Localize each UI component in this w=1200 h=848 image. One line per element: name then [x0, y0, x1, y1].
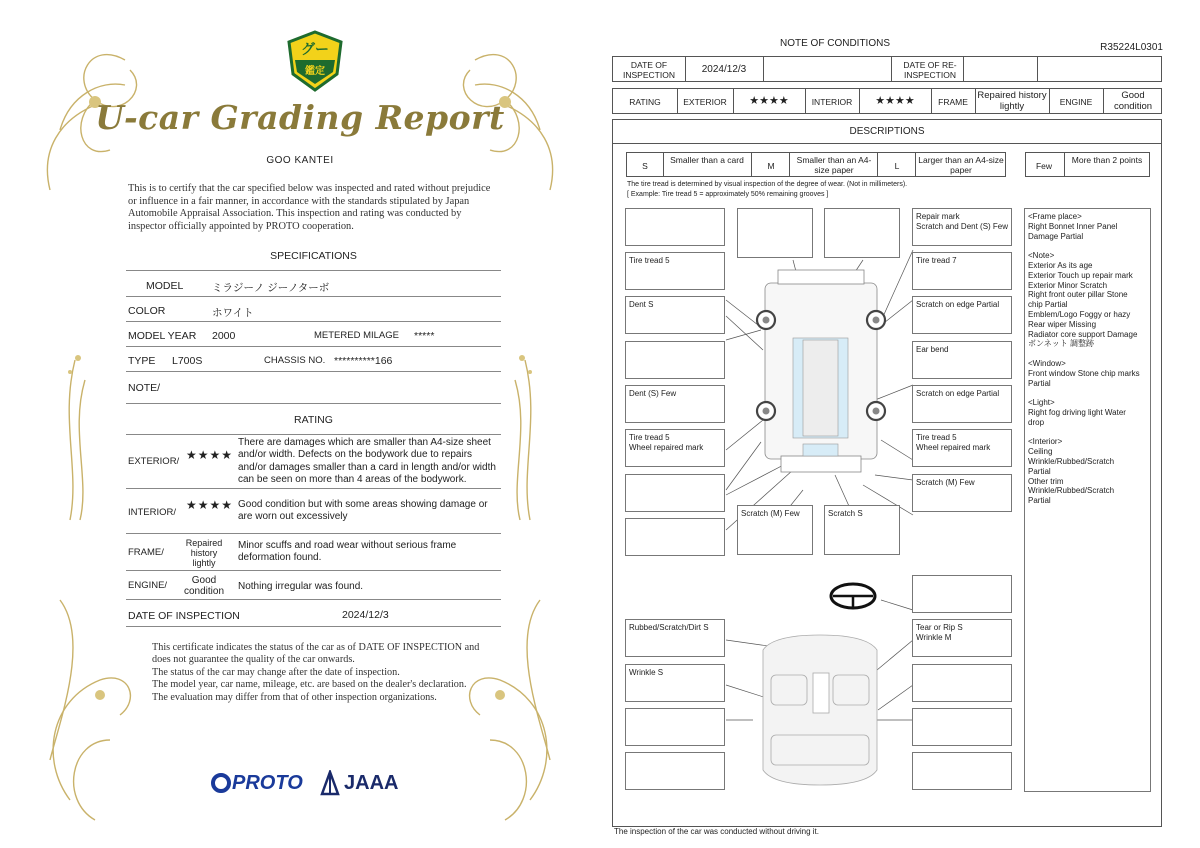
proto-logo-icon: [210, 772, 232, 794]
interior-left-box: [625, 619, 725, 657]
descriptions-heading: DESCRIPTIONS: [849, 126, 925, 137]
box-label: Scratch (M) Few: [916, 478, 975, 487]
divider: [805, 89, 806, 113]
side-note-line: Exterior Touch up repair mark: [1028, 270, 1133, 280]
left-condition-box: [625, 341, 725, 379]
divider: [126, 270, 501, 271]
left-condition-box: [625, 518, 725, 556]
interior-left-box: [625, 752, 725, 790]
divider: [1103, 89, 1104, 113]
goo-kantei-badge-logo: [287, 30, 343, 92]
specifications-heading: SPECIFICATIONS: [270, 250, 357, 262]
interior-label: INTERIOR/: [128, 507, 177, 518]
color-value: ホワイト: [212, 307, 254, 319]
side-note-line: ボンネット 調整跡: [1028, 339, 1094, 349]
box-label: Scratch on edge Partial: [916, 300, 1000, 309]
legend-m-desc: Smaller than an A4-size paper: [796, 155, 872, 175]
footer-line: This certificate indicates the status of the car as of DATE OF INSPECTION and does not guarantee the quality of the car onwards.: [152, 642, 480, 666]
side-note-line: Partial: [1028, 378, 1051, 388]
right-condition-box: [912, 296, 1012, 334]
engine-label: ENGINE: [1059, 97, 1093, 107]
certificate-intro: This is to certify that the car specified below was inspected and rated without prejudice or influence in a fair manner, in accordance with the standards stipulated by Japan Automobile Appraisal Association. This inspection and rating was conducted by inspector officially appointed by PROTO cooperation.: [128, 183, 491, 232]
box-label: Scratch S: [828, 509, 863, 518]
certificate-subtitle: GOO KANTEI: [266, 155, 334, 166]
box-label: Tear or Rip S Wrinkle M: [916, 623, 963, 642]
model-value: ミラジーノ ジーノターボ: [212, 282, 330, 294]
right-condition-box: [912, 474, 1012, 512]
box-label: Tire tread 5 Wheel repaired mark: [916, 433, 991, 452]
side-note-line: Wrinkle/Rubbed/Scratch: [1028, 486, 1115, 496]
divider: [891, 57, 892, 81]
date-of-inspection-label: DATE OF INSPECTION: [623, 60, 675, 80]
exterior-stars: ★★★★: [186, 448, 234, 462]
side-note-line: <Light>: [1028, 398, 1055, 408]
legend-few-desc: More than 2 points: [1071, 155, 1143, 165]
interior-right-box: [912, 752, 1012, 790]
side-note-line: Exterior As its age: [1028, 260, 1093, 270]
divider: [1049, 89, 1050, 113]
box-label: Wrinkle S: [629, 668, 664, 677]
right-condition-box: [912, 429, 1012, 467]
left-condition-box: [625, 252, 725, 290]
legend-l: L: [894, 161, 900, 171]
footer-line: The model year, car name, mileage, etc. are based on the dealer's declaration.: [152, 679, 467, 691]
svg-text:鑑定: 鑑定: [305, 66, 325, 77]
box-label: Ear bend: [916, 345, 949, 354]
spec-row-color: [126, 298, 501, 322]
top-condition-box: [737, 208, 813, 258]
note-title: NOTE OF CONDITIONS: [780, 38, 890, 49]
box-label: Scratch on edge Partial: [916, 389, 1000, 398]
tire-note-1: The tire tread is determined by visual inspection of the degree of wear. (Not in millimeters).: [627, 181, 908, 188]
type-label: TYPE: [128, 355, 156, 367]
frame-label: FRAME/: [128, 547, 164, 558]
legend-s-desc: Smaller than a card: [670, 155, 744, 165]
legend-few: Few: [1035, 161, 1053, 171]
side-note-line: Partial: [1028, 496, 1051, 506]
interior-left-box: [625, 664, 725, 702]
frame-value: Repaired history lightly: [185, 538, 223, 568]
side-note-line: Right front outer pillar Stone: [1028, 290, 1128, 300]
side-note-line: [1028, 241, 1140, 251]
frame-label: FRAME: [938, 97, 968, 107]
divider: [677, 89, 678, 113]
interior-stars: ★★★★: [875, 95, 915, 107]
jaaa-logo-text: JAAA: [344, 772, 399, 794]
interior-right-box: [912, 619, 1012, 657]
bottom-condition-box: [824, 505, 900, 555]
date-of-inspection-value: 2024/12/3: [701, 64, 747, 75]
divider: [931, 89, 932, 113]
engine-label: ENGINE/: [128, 580, 168, 591]
model-year-value: 2000: [212, 330, 236, 342]
tire-note-2: [ Example: Tire tread 5 = approximately 50% remaining grooves ]: [627, 191, 829, 198]
side-note-line: Ceiling: [1028, 447, 1053, 457]
spec-row-model-year: [126, 323, 501, 347]
steering-wheel-icon: [831, 584, 875, 608]
frame-description: Minor scuffs and road wear without serious frame deformation found.: [238, 540, 457, 564]
side-note-line: <Interior>: [1028, 437, 1063, 447]
side-note-line: Right fog driving light Water: [1028, 407, 1126, 417]
spec-row-type: [126, 348, 501, 372]
proto-logo-text: PROTO: [232, 772, 303, 794]
side-note-line: Rear wiper Missing: [1028, 319, 1097, 329]
right-condition-box: [912, 385, 1012, 423]
interior-left-box: [625, 708, 725, 746]
side-note-line: drop: [1028, 417, 1045, 427]
reinspection-label: DATE OF RE-INSPECTION: [903, 60, 957, 80]
type-value: L700S: [172, 355, 203, 367]
legend-s: S: [642, 161, 648, 171]
side-note-line: Partial: [1028, 466, 1051, 476]
box-label: Dent (S) Few: [629, 389, 677, 398]
exterior-description: There are damages which are smaller than A4-size sheet and/or width. Defects on the bodywork due to repairs and/or damages smaller than a card in length and/or width can be seen on more than 4 areas of the bodywork.: [238, 437, 496, 486]
model-year-label: MODEL YEAR: [128, 330, 197, 342]
spec-row-model: [126, 273, 501, 297]
interior-right-box: [912, 575, 1012, 613]
left-condition-box: [625, 429, 725, 467]
note-footer: The inspection of the car was conducted without driving it.: [614, 827, 819, 836]
interior-label: INTERIOR: [811, 97, 853, 107]
box-label: Tire tread 5 Wheel repaired mark: [629, 433, 704, 452]
divider: [763, 57, 764, 81]
date-value: 2024/12/3: [342, 609, 389, 621]
report-id: R35224L0301: [1100, 42, 1163, 53]
box-label: Repair mark Scratch and Dent (S) Few: [916, 212, 1009, 231]
divider: [975, 89, 976, 113]
certificate-title: U-car Grading Report: [95, 98, 505, 137]
box-label: Rubbed/Scratch/Dirt S: [629, 623, 709, 632]
date-row: [126, 601, 501, 627]
note-of-conditions: [605, 30, 1167, 836]
side-note-line: chip Partial: [1028, 300, 1068, 310]
rating-row-frame: [126, 535, 501, 571]
divider: [685, 57, 686, 81]
rating-heading: RATING: [294, 414, 333, 426]
left-condition-box: [625, 208, 725, 246]
right-condition-box: [912, 208, 1012, 246]
side-note-line: <Window>: [1028, 358, 1066, 368]
side-note-line: Exterior Minor Scratch: [1028, 280, 1108, 290]
side-note-line: Front window Stone chip marks: [1028, 368, 1140, 378]
descriptions-panel: [612, 119, 1162, 827]
box-label: Tire tread 5: [629, 256, 670, 265]
side-note-line: [1028, 388, 1140, 398]
box-label: Tire tread 7: [916, 256, 957, 265]
rating-row: [612, 88, 1162, 114]
interior-description: Good condition but with some areas showing damage or are worn out excessively: [238, 499, 488, 523]
side-note-line: Emblem/Logo Foggy or hazy: [1028, 309, 1131, 319]
side-note-line: Right Bonnet Inner Panel: [1028, 221, 1118, 231]
bottom-condition-box: [737, 505, 813, 555]
footer-line: The status of the car may change after the date of inspection.: [152, 666, 400, 678]
divider: [126, 434, 501, 435]
date-row: [612, 56, 1162, 82]
box-label: Dent S: [629, 300, 654, 309]
frame-value: Repaired history lightly: [977, 90, 1047, 112]
logos: [210, 768, 410, 798]
legend-m: M: [767, 161, 775, 171]
side-note-line: <Note>: [1028, 251, 1055, 261]
rating-label: RATING: [629, 97, 661, 107]
divider: [859, 89, 860, 113]
rating-row-engine: [126, 572, 501, 600]
side-notes-box: [1024, 208, 1151, 792]
chassis-label: CHASSIS NO.: [264, 355, 326, 366]
side-note-line: Wrinkle/Rubbed/Scratch: [1028, 456, 1115, 466]
exterior-label: EXTERIOR/: [128, 456, 180, 467]
rating-row-interior: [126, 490, 501, 534]
engine-description: Nothing irregular was found.: [238, 581, 364, 592]
metered-milage-label: METERED MILAGE: [314, 330, 399, 341]
divider: [733, 89, 734, 113]
spec-row-note: [126, 373, 501, 404]
svg-text:グー: グー: [301, 42, 329, 58]
left-condition-box: [625, 385, 725, 423]
exterior-label: EXTERIOR: [683, 97, 727, 107]
right-condition-box: [912, 252, 1012, 290]
rating-row-exterior: [126, 436, 501, 489]
side-note-line: [1028, 349, 1140, 359]
note-label: NOTE/: [128, 382, 161, 394]
legend-l-desc: Larger than an A4-size paper: [918, 155, 1004, 175]
side-note-line: Other trim: [1028, 476, 1064, 486]
side-note-line: <Frame place>: [1028, 212, 1082, 221]
interior-right-box: [912, 664, 1012, 702]
side-note-line: [1028, 428, 1140, 438]
jaaa-logo-icon: [318, 770, 342, 796]
engine-value: Good condition: [1113, 90, 1153, 112]
model-label: MODEL: [146, 280, 184, 292]
left-condition-box: [625, 296, 725, 334]
top-condition-box: [824, 208, 900, 258]
box-label: Scratch (M) Few: [741, 509, 800, 518]
footer-line: The evaluation may differ from that of other inspection organizations.: [152, 691, 437, 703]
engine-value: Good condition: [183, 575, 225, 597]
divider: [963, 57, 964, 81]
side-note-line: Damage Partial: [1028, 231, 1084, 241]
chassis-value: **********166: [334, 355, 393, 367]
metered-milage-value: *****: [414, 330, 435, 342]
exterior-stars: ★★★★: [749, 95, 789, 107]
car-interior-diagram: [763, 635, 877, 785]
color-label: COLOR: [128, 305, 166, 317]
interior-stars: ★★★★: [186, 498, 234, 512]
side-notes-list: [1028, 212, 1140, 506]
side-note-line: Radiator core support Damage: [1028, 329, 1138, 339]
date-label: DATE OF INSPECTION: [128, 610, 240, 622]
interior-right-box: [912, 708, 1012, 746]
divider: [1037, 57, 1038, 81]
left-condition-box: [625, 474, 725, 512]
right-condition-box: [912, 341, 1012, 379]
certificate-footer: [152, 642, 482, 704]
